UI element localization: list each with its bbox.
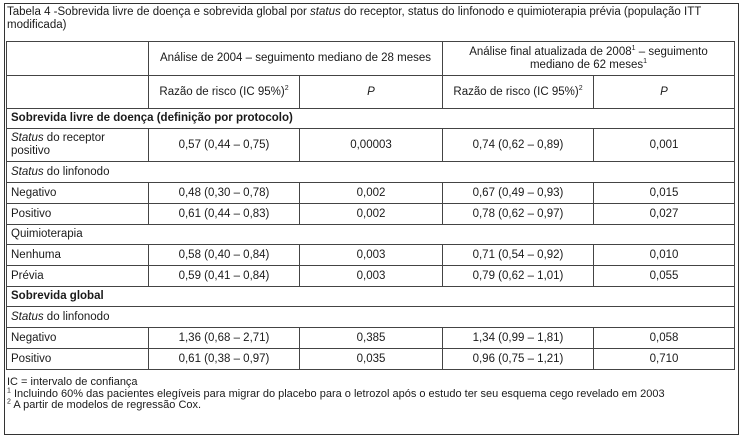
table-row [7,245,735,266]
cell: 1,34 (0,99 – 1,81) [443,328,594,349]
row-label: Prévia [7,266,149,287]
cell: 0,48 (0,30 – 0,78) [149,183,300,204]
footnotes [7,377,735,412]
cell: 1,36 (0,68 – 2,71) [149,328,300,349]
header-row-groups [7,42,735,76]
header-p-2004: P [300,76,443,109]
cell: 0,96 (0,75 – 1,21) [443,349,594,370]
table-row [7,266,735,287]
row-label: Positivo [7,204,149,225]
row-label: Positivo [7,349,149,370]
cell: 0,61 (0,38 – 0,97) [149,349,300,370]
cell: 0,035 [300,349,443,370]
subheader-row [7,307,735,328]
header-sup: 1 [631,44,636,52]
cell: 0,710 [594,349,735,370]
row-label: Negativo [7,183,149,204]
table-title [7,6,735,32]
table-row [7,183,735,204]
cell: 0,002 [300,204,443,225]
table-row [7,349,735,370]
table-row [7,204,735,225]
row-label: Nenhuma [7,245,149,266]
cell: 0,71 (0,54 – 0,92) [443,245,594,266]
label-italic: Status [11,165,44,178]
header-group-2008-b: – seguimento mediano de 62 meses [529,45,708,71]
ratio-sup: 2 [578,84,583,92]
cell: 0,003 [300,245,443,266]
cell: 0,015 [594,183,735,204]
table-row [7,328,735,349]
subheader-lymph [7,162,735,183]
cell: 0,385 [300,328,443,349]
footnote-sup: 1 [7,386,11,394]
cell: 0,002 [300,183,443,204]
header-sup2: 1 [643,57,648,65]
ratio-sup: 2 [284,84,289,92]
section-row-dfs [7,109,735,129]
header-group-2004: Análise de 2004 – seguimento mediano de 28 meses [149,42,443,76]
label-rest: do linfonodo [43,165,110,178]
header-p-2008: P [594,76,735,109]
header-group-2008 [443,42,735,76]
subheader-row [7,225,735,245]
cell: 0,59 (0,41 – 0,84) [149,266,300,287]
ratio-label: Razão de risco (IC 95%) [453,85,579,98]
cell: 0,027 [594,204,735,225]
footnote-2 [7,400,735,412]
cell: 0,79 (0,62 – 1,01) [443,266,594,287]
results-table [6,41,735,370]
footnote-sup: 2 [7,398,11,406]
cell: 0,61 (0,44 – 0,83) [149,204,300,225]
footnote-text: Incluindo 60% das pacientes elegíveis para migrar do placebo para o letrozol após o estudo ter seu esquema cego revelado em 2003 [10,387,665,400]
cell: 0,74 (0,62 – 0,89) [443,129,594,162]
header-group-2008-a: Análise final atualizada de 2008 [469,45,632,58]
label-italic: Status [11,310,44,323]
cell: 0,67 (0,49 – 0,93) [443,183,594,204]
label-rest: do linfonodo [43,310,110,323]
header-blank [7,42,149,76]
section-dfs: Sobrevida livre de doença (definição por protocolo) [7,109,735,129]
label-italic: Status [11,132,44,144]
table-row [7,129,735,162]
subheader-lymph-os [7,307,735,328]
cell: 0,001 [594,129,735,162]
footnote-ic: IC = intervalo de confiança [7,376,138,388]
header-ratio-2008 [443,76,594,109]
footnote-text: A partir de modelos de regressão Cox. [10,399,202,411]
title-italic: status [310,6,341,18]
cell: 0,055 [594,266,735,287]
cell: 0,57 (0,44 – 0,75) [149,129,300,162]
cell: 0,58 (0,40 – 0,84) [149,245,300,266]
subheader-row [7,162,735,183]
ratio-label: Razão de risco (IC 95%) [159,85,285,98]
row-label-receptor [7,129,149,162]
header-row-columns [7,76,735,109]
cell: 0,058 [594,328,735,349]
subheader-chemo: Quimioterapia [7,225,735,245]
cell: 0,00003 [300,129,443,162]
header-ratio-2004 [149,76,300,109]
cell: 0,78 (0,62 – 0,97) [443,204,594,225]
row-label: Negativo [7,328,149,349]
cell: 0,010 [594,245,735,266]
cell: 0,003 [300,266,443,287]
section-os: Sobrevida global [7,287,735,307]
header-blank-2 [7,76,149,109]
label-rest: do receptor positivo [11,132,105,157]
title-prefix: Tabela 4 -Sobrevida livre de doença e sobrevida global por [7,6,311,18]
title-suffix: do receptor, status do linfonodo e quimioterapia prévia (população ITT modificada) [7,6,702,31]
section-row-os [7,287,735,307]
